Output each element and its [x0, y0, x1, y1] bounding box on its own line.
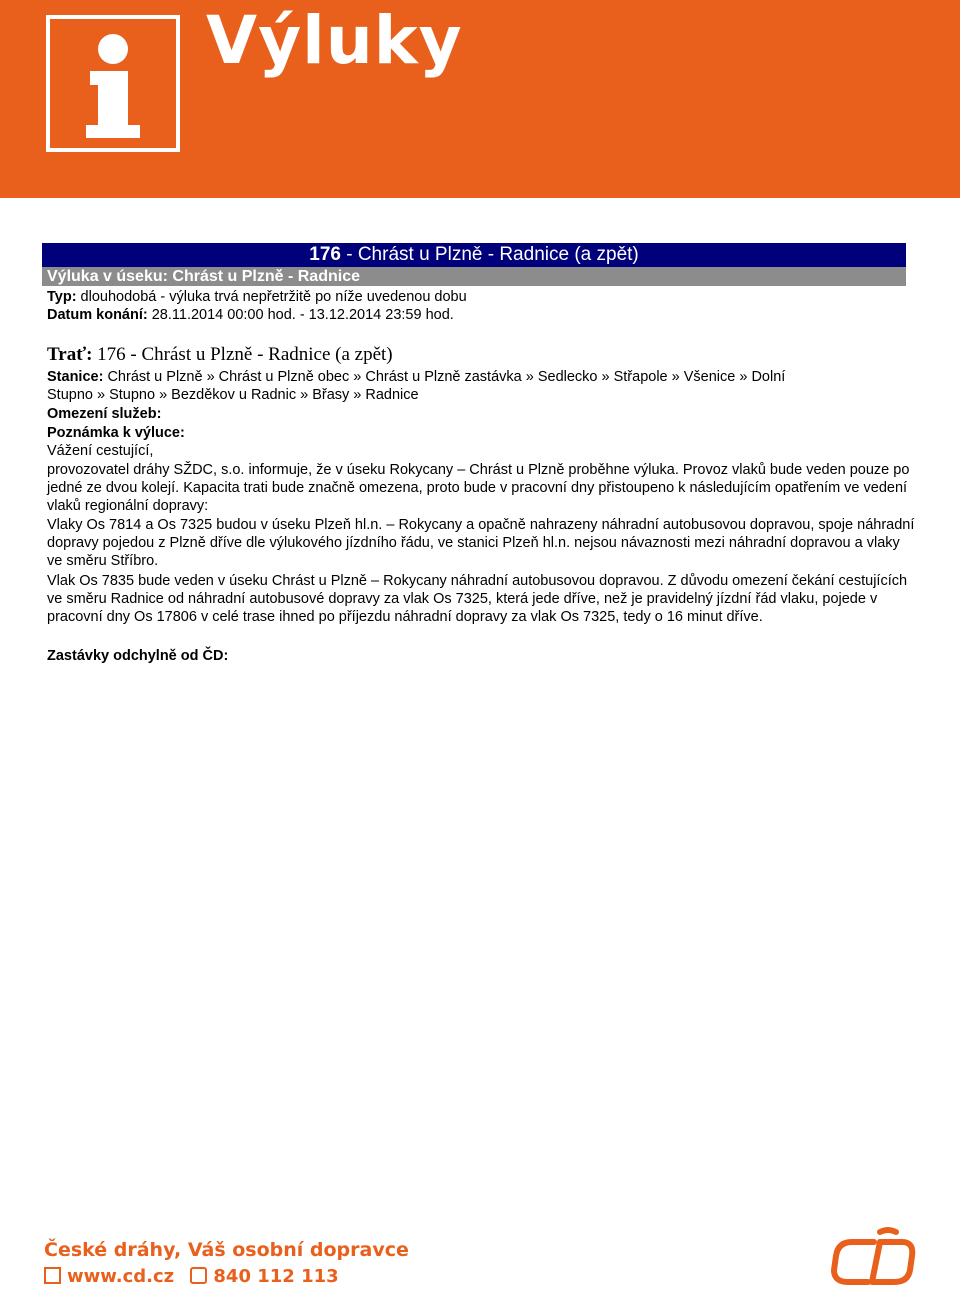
- poznamka-label: Poznámka k výluce:: [47, 425, 185, 441]
- header-band: [0, 0, 960, 198]
- footer-phone: 840 112 113: [213, 1266, 339, 1287]
- phone-icon: [190, 1267, 207, 1284]
- date-label: Datum konání:: [47, 307, 148, 323]
- trat-value: 176 - Chrást u Plzně - Radnice (a zpět): [92, 344, 393, 365]
- date-value: 28.11.2014 00:00 hod. - 13.12.2014 23:59 hod.: [147, 307, 454, 323]
- route-name: - Chrást u Plzně - Radnice (a zpět): [340, 244, 639, 265]
- trat-line: [47, 344, 393, 366]
- date-line: [47, 306, 454, 324]
- notice-paragraph-3: Vlak Os 7835 bude veden v úseku Chrást u Plzně – Rokycany náhradní autobusovou dopravou. Z důvodu omezení čekání cestujících ve směru Radnice od náhradní autobusové dopravy za vlak Os 7325, která jede dříve, než je pravidelný jízdní řád vlaku, pojede v pracovní dny Os 17806 v celé trase ihned po příjezdu náhradní dopravy za vlak Os 7325, tedy o 16 minut dříve.: [47, 573, 908, 626]
- web-icon: [44, 1267, 61, 1284]
- footer-contacts: [44, 1266, 339, 1287]
- footer-website[interactable]: www.cd.cz: [67, 1266, 175, 1287]
- notice-paragraph-2: Vlaky Os 7814 a Os 7325 budou v úseku Plzeň hl.n. – Rokycany a opačně nahrazeny náhradní autobusovou dopravou, spoje náhradní dopravy pojedou z Plzně dříve dle výlukového jízdního řádu, ve stanici Plzeň hl.n. nejsou návaznosti mezi náhradní dopravou a vlaky ve směru Stříbro.: [47, 517, 915, 570]
- route-number: 176: [309, 244, 341, 265]
- notice-paragraph-1: provozovatel dráhy SŽDC, s.o. informuje, že v úseku Rokycany – Chrást u Plzně proběhne výluka. Provoz vlaků bude veden pouze po jedné ze dvou kolejí. Kapacita trati bude značně omezena, proto bude v pracovní dny přistoupeno k následujícím opatřením ve vedení vlaků regionální dopravy:: [47, 462, 910, 515]
- greeting: Vážení cestující,: [47, 443, 154, 459]
- header-title: Výluky: [206, 2, 463, 79]
- type-value: dlouhodobá - výluka trvá nepřetržitě po níže uvedenou dobu: [76, 289, 467, 305]
- cd-logo: [828, 1226, 918, 1288]
- route-title-bar: [42, 243, 906, 267]
- zastavky-label: Zastávky odchylně od ČD:: [47, 648, 229, 664]
- stanice-label: Stanice:: [47, 369, 104, 385]
- trat-label: Trať:: [47, 344, 93, 365]
- section-bar: Výluka v úseku: Chrást u Plzně - Radnice: [42, 267, 906, 286]
- info-icon: [46, 15, 180, 152]
- stanice-line-1: [47, 368, 785, 386]
- footer-slogan: České dráhy, Váš osobní dopravce: [44, 1239, 409, 1261]
- type-line: [47, 288, 467, 306]
- type-label: Typ:: [47, 289, 77, 305]
- stanice-list-1: Chrást u Plzně » Chrást u Plzně obec » Chrást u Plzně zastávka » Sedlecko » Střapole » Všenice » Dolní: [103, 369, 786, 385]
- stanice-list-2: Stupno » Stupno » Bezděkov u Radnic » Břasy » Radnice: [47, 387, 419, 403]
- omezeni-label: Omezení služeb:: [47, 406, 162, 422]
